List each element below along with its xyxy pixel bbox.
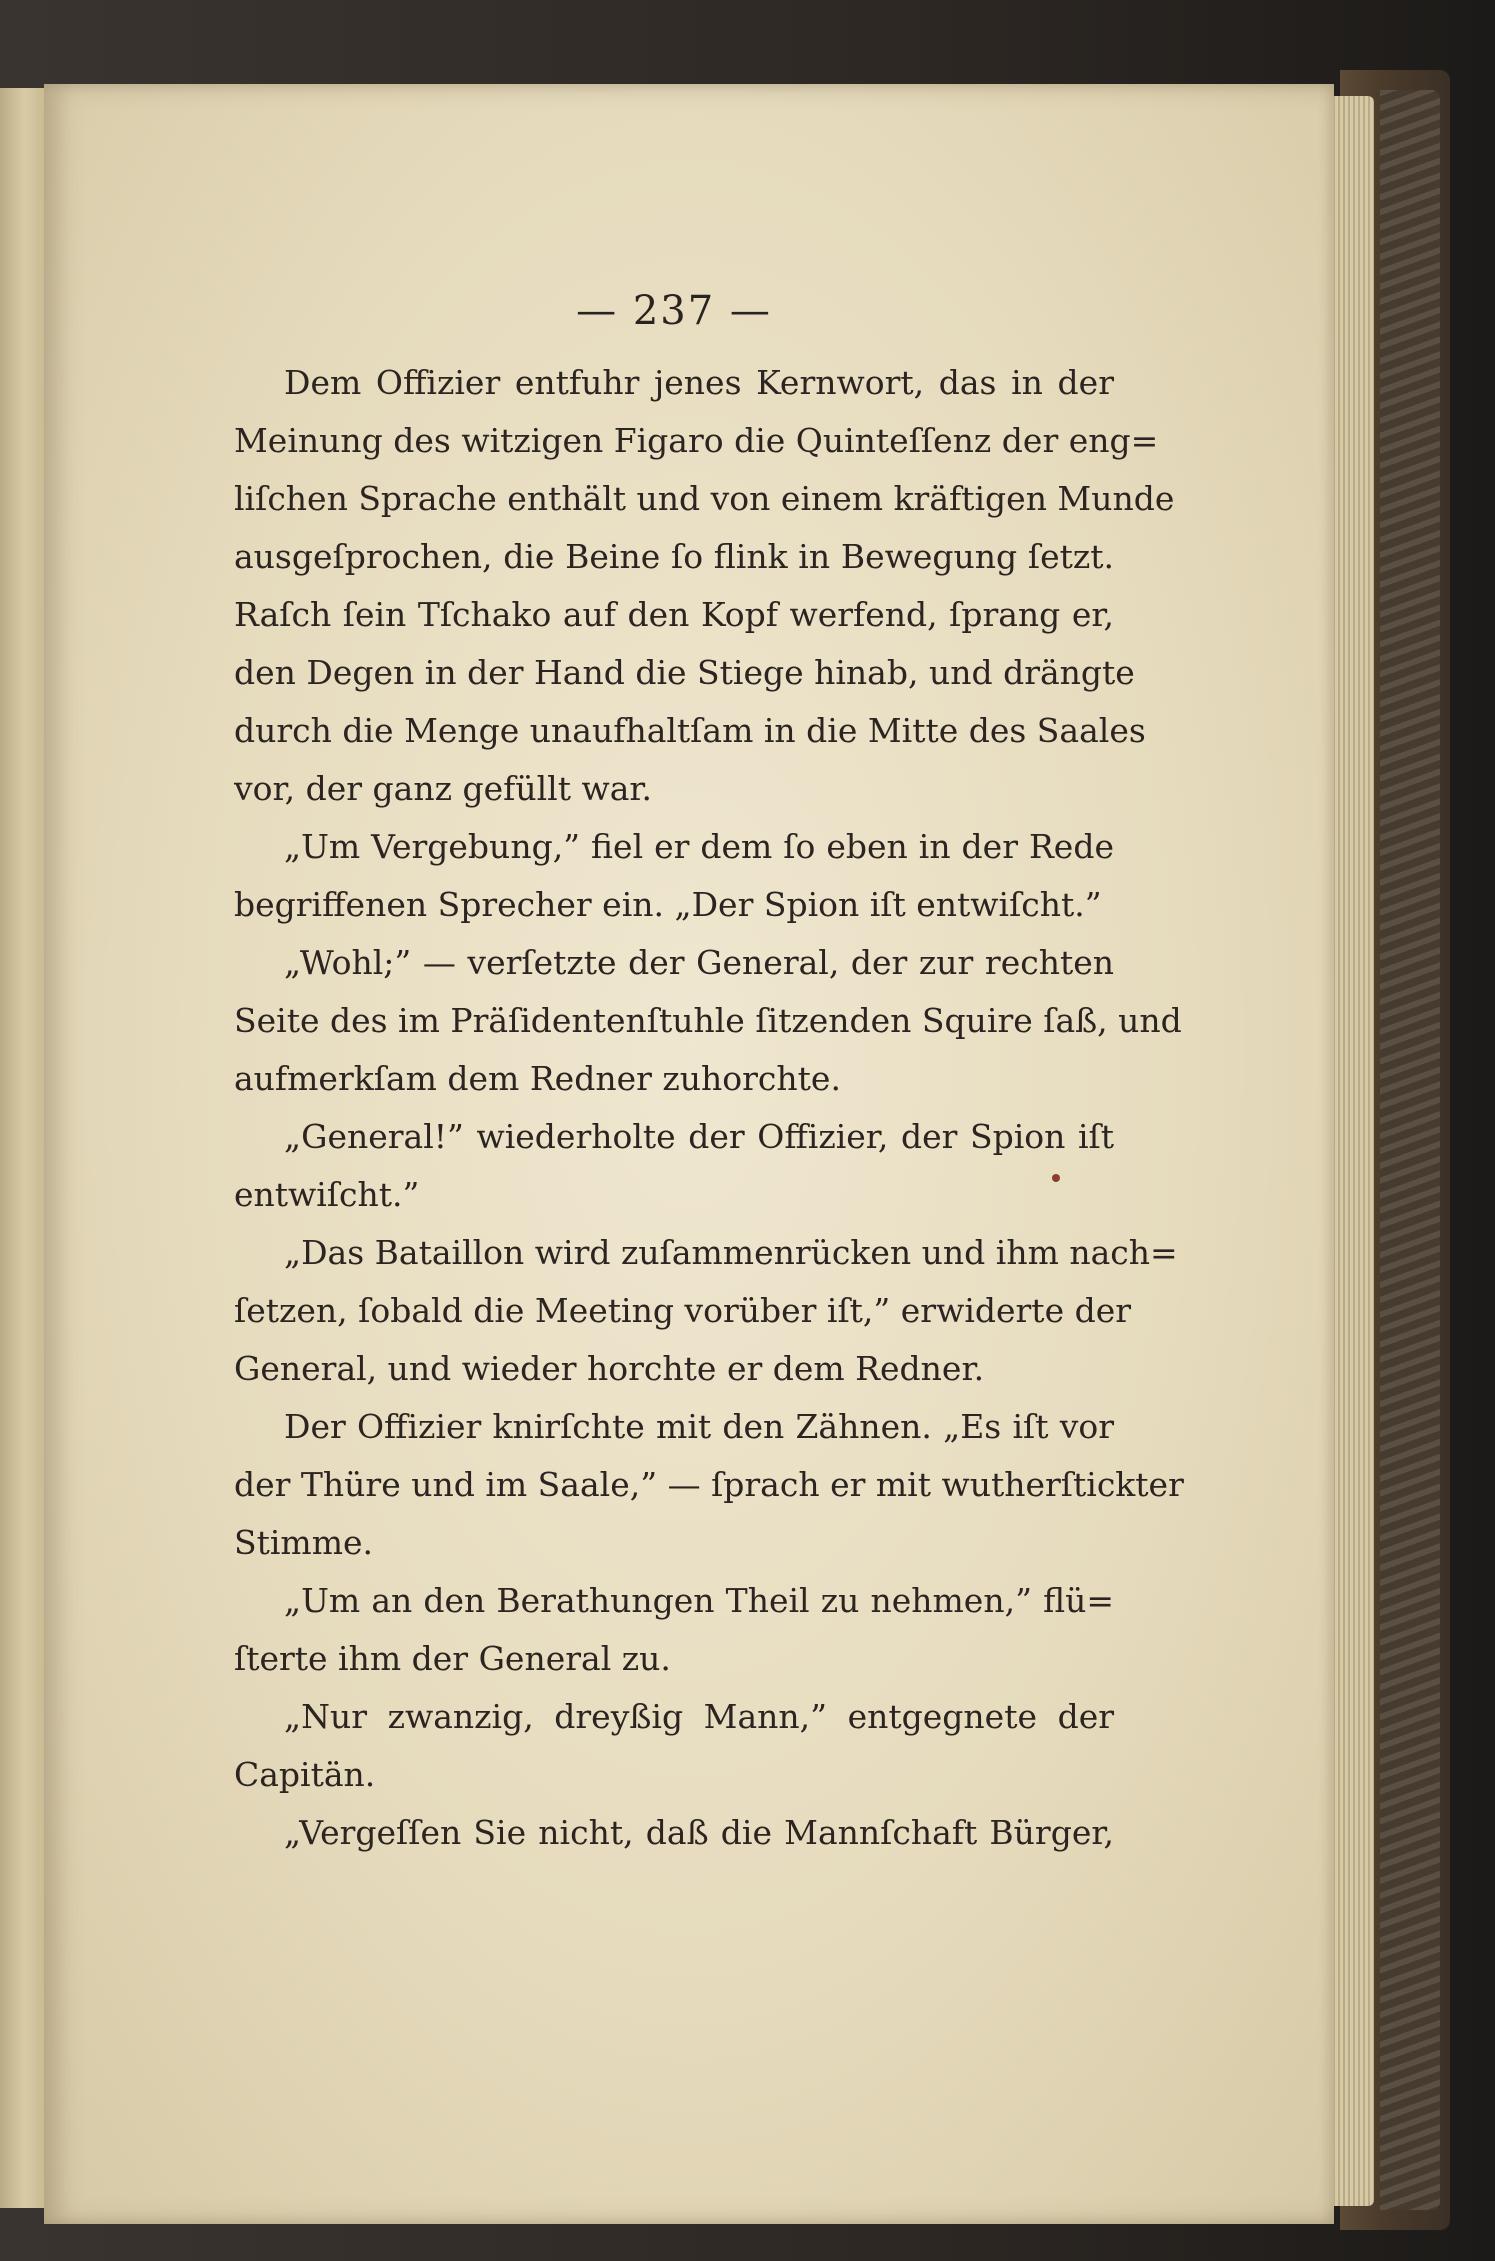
- text-line: vor, der ganz gefüllt war.: [234, 769, 653, 808]
- cover-marbling: [1380, 90, 1440, 2210]
- text-line: aufmerkſam dem Redner zuhorchte.: [234, 1059, 841, 1098]
- text-line: ſterte ihm der General zu.: [234, 1639, 671, 1678]
- text-line: begriffenen Sprecher ein. „Der Spion iſt entwiſcht.”: [234, 885, 1102, 924]
- text-line: „Das Bataillon wird zuſammenrücken und ihm nach=: [284, 1233, 1178, 1272]
- text-line: Stimme.: [234, 1523, 374, 1562]
- left-page-edge: [0, 88, 46, 2208]
- text-line: liſchen Sprache enthält und von einem kräftigen Munde: [234, 479, 1175, 518]
- text-line: Dem Offizier entfuhr jenes Kernwort, das in der: [284, 363, 1114, 402]
- text-line: durch die Menge unaufhaltſam in die Mitte des Saales: [234, 711, 1146, 750]
- text-line: „Um an den Berathungen Theil zu nehmen,” flü=: [284, 1581, 1114, 1620]
- text-line: Der Offizier knirſchte mit den Zähnen. „Es iſt vor: [284, 1407, 1114, 1446]
- text-line: ausgeſprochen, die Beine ſo flink in Bewegung ſetzt.: [234, 537, 1114, 576]
- text-line: ſetzen, ſobald die Meeting vorüber iſt,” erwiderte der: [234, 1291, 1132, 1330]
- text-line: „Um Vergebung,” fiel er dem ſo eben in der Rede: [284, 827, 1114, 866]
- text-line: den Degen in der Hand die Stiege hinab, und drängte: [234, 653, 1135, 692]
- text-line: Raſch ſein Tſchako auf den Kopf werfend, ſprang er,: [234, 595, 1114, 634]
- text-line: Seite des im Präſidentenſtuhle ſitzenden Squire ſaß, und: [234, 1001, 1182, 1040]
- page-number: — 237 —: [576, 288, 772, 334]
- text-line: „Nur zwanzig, dreyßig Mann,” entgegnete der: [284, 1697, 1114, 1736]
- ink-speck: [1052, 1174, 1060, 1182]
- body-text: [234, 354, 1184, 1862]
- text-line: „Wohl;” — verſetzte der General, der zur rechten: [284, 943, 1114, 982]
- text-line: „Vergeſſen Sie nicht, daß die Mannſchaft Bürger,: [284, 1813, 1114, 1852]
- text-line: Capitän.: [234, 1755, 376, 1794]
- text-line: Meinung des witzigen Figaro die Quinteſſenz der eng=: [234, 421, 1159, 460]
- text-line: entwiſcht.”: [234, 1175, 420, 1214]
- text-line: der Thüre und im Saale,” — ſprach er mit wutherſtickter: [234, 1465, 1184, 1504]
- book-page: [44, 84, 1334, 2224]
- text-line: General, und wieder horchte er dem Redner.: [234, 1349, 985, 1388]
- text-line: „General!” wiederholte der Offizier, der Spion iſt: [284, 1117, 1114, 1156]
